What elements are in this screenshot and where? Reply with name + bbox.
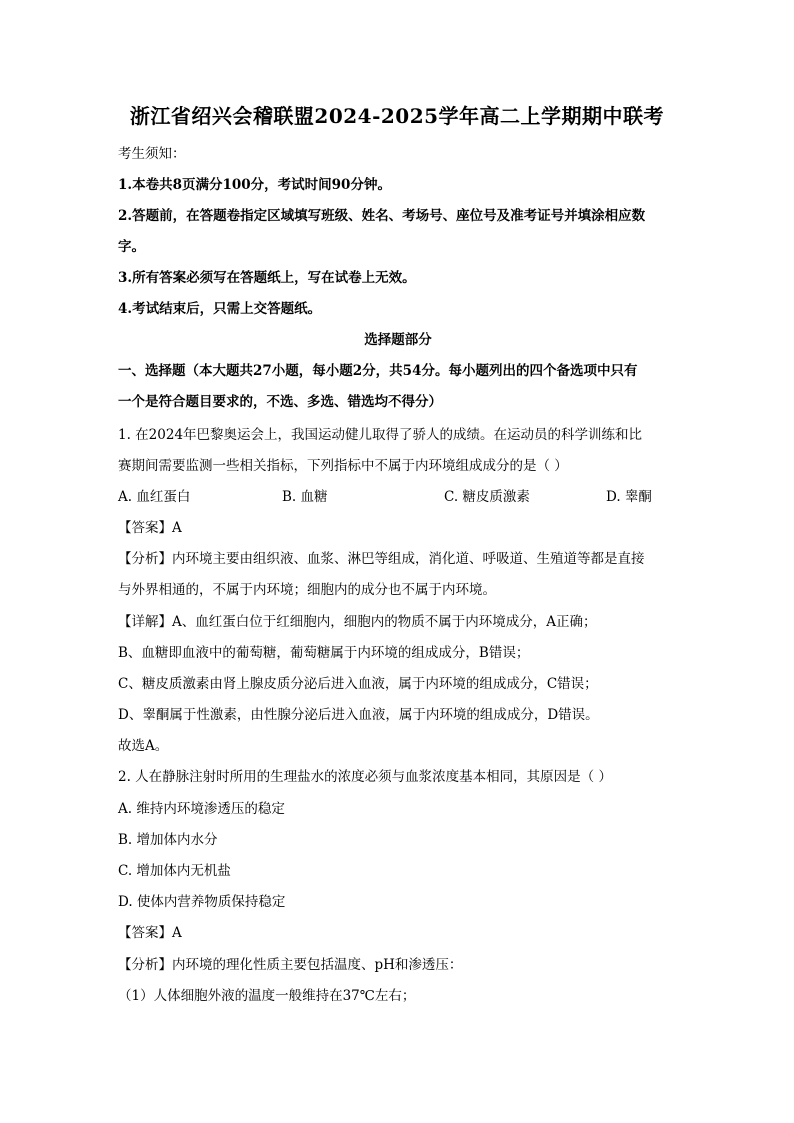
notice-item-1: 1.本卷共8页满分100分，考试时间90分钟。 bbox=[118, 177, 391, 193]
q1-detail-line-4: D、睾酮属于性激素，由性腺分泌后进入血液，属于内环境的组成成分，D错误。 bbox=[118, 707, 599, 723]
q2-option-c: C. 增加体内无机盐 bbox=[118, 863, 231, 879]
q2-option-b: B. 增加体内水分 bbox=[118, 832, 218, 848]
part-one-heading-line-1: 一、选择题（本大题共27小题，每小题2分，共54分。每小题列出的四个备选项中只有 bbox=[118, 363, 638, 379]
q1-detail-line-2: B、血糖即血液中的葡萄糖，葡萄糖属于内环境的组成成分，B错误； bbox=[118, 645, 530, 661]
q2-option-a: A. 维持内环境渗透压的稳定 bbox=[118, 801, 285, 817]
q1-stem-line-1: 1. 在2024年巴黎奥运会上，我国运动健儿取得了骄人的成绩。在运动员的科学训练和比 bbox=[118, 427, 643, 443]
notice-item-2-cont: 字。 bbox=[118, 239, 145, 255]
notice-item-2: 2.答题前，在答题卷指定区域填写班级、姓名、考场号、座位号及准考证号并填涂相应数 bbox=[118, 208, 646, 224]
notice-item-4: 4.考试结束后，只需上交答题纸。 bbox=[118, 301, 322, 317]
q1-option-d: D. 睾酮 bbox=[606, 489, 652, 505]
q1-option-a: A. 血红蛋白 bbox=[118, 489, 191, 505]
q1-conclusion: 故选A。 bbox=[118, 738, 169, 754]
q1-answer: 【答案】A bbox=[118, 520, 182, 536]
q2-answer: 【答案】A bbox=[118, 925, 182, 941]
section-title: 选择题部分 bbox=[364, 332, 432, 348]
q1-detail-line-3: C、糖皮质激素由肾上腺皮质分泌后进入血液，属于内环境的组成成分，C错误； bbox=[118, 676, 598, 692]
notice-item-3: 3.所有答案必须写在答题纸上，写在试卷上无效。 bbox=[118, 270, 416, 286]
part-one-heading-line-2: 一个是符合题目要求的，不选、多选、错选均不得分） bbox=[118, 394, 442, 410]
notice-heading: 考生须知： bbox=[118, 146, 186, 162]
q1-option-b: B. 血糖 bbox=[282, 489, 328, 505]
q2-option-d: D. 使体内营养物质保持稳定 bbox=[118, 894, 286, 910]
q1-option-c: C. 糖皮质激素 bbox=[444, 489, 530, 505]
q1-stem-line-2: 赛期间需要监测一些相关指标，下列指标中不属于内环境组成成分的是（ ） bbox=[118, 458, 568, 474]
q1-analysis-line-2: 与外界相通的，不属于内环境；细胞内的成分也不属于内环境。 bbox=[118, 582, 496, 598]
q2-analysis-line-1: 【分析】内环境的理化性质主要包括温度、pH和渗透压： bbox=[118, 957, 463, 973]
exam-title: 浙江省绍兴会稽联盟2024-2025学年高二上学期期中联考 bbox=[129, 104, 665, 128]
q2-analysis-line-2: （1）人体细胞外液的温度一般维持在37℃左右； bbox=[118, 988, 416, 1004]
q1-detail-line-1: 【详解】A、血红蛋白位于红细胞内，细胞内的物质不属于内环境成分，A正确； bbox=[118, 614, 597, 630]
q1-analysis-line-1: 【分析】内环境主要由组织液、血浆、淋巴等组成，消化道、呼吸道、生殖道等都是直接 bbox=[118, 551, 645, 567]
q2-stem: 2. 人在静脉注射时所用的生理盐水的浓度必须与血浆浓度基本相同，其原因是（ ） bbox=[118, 769, 612, 785]
